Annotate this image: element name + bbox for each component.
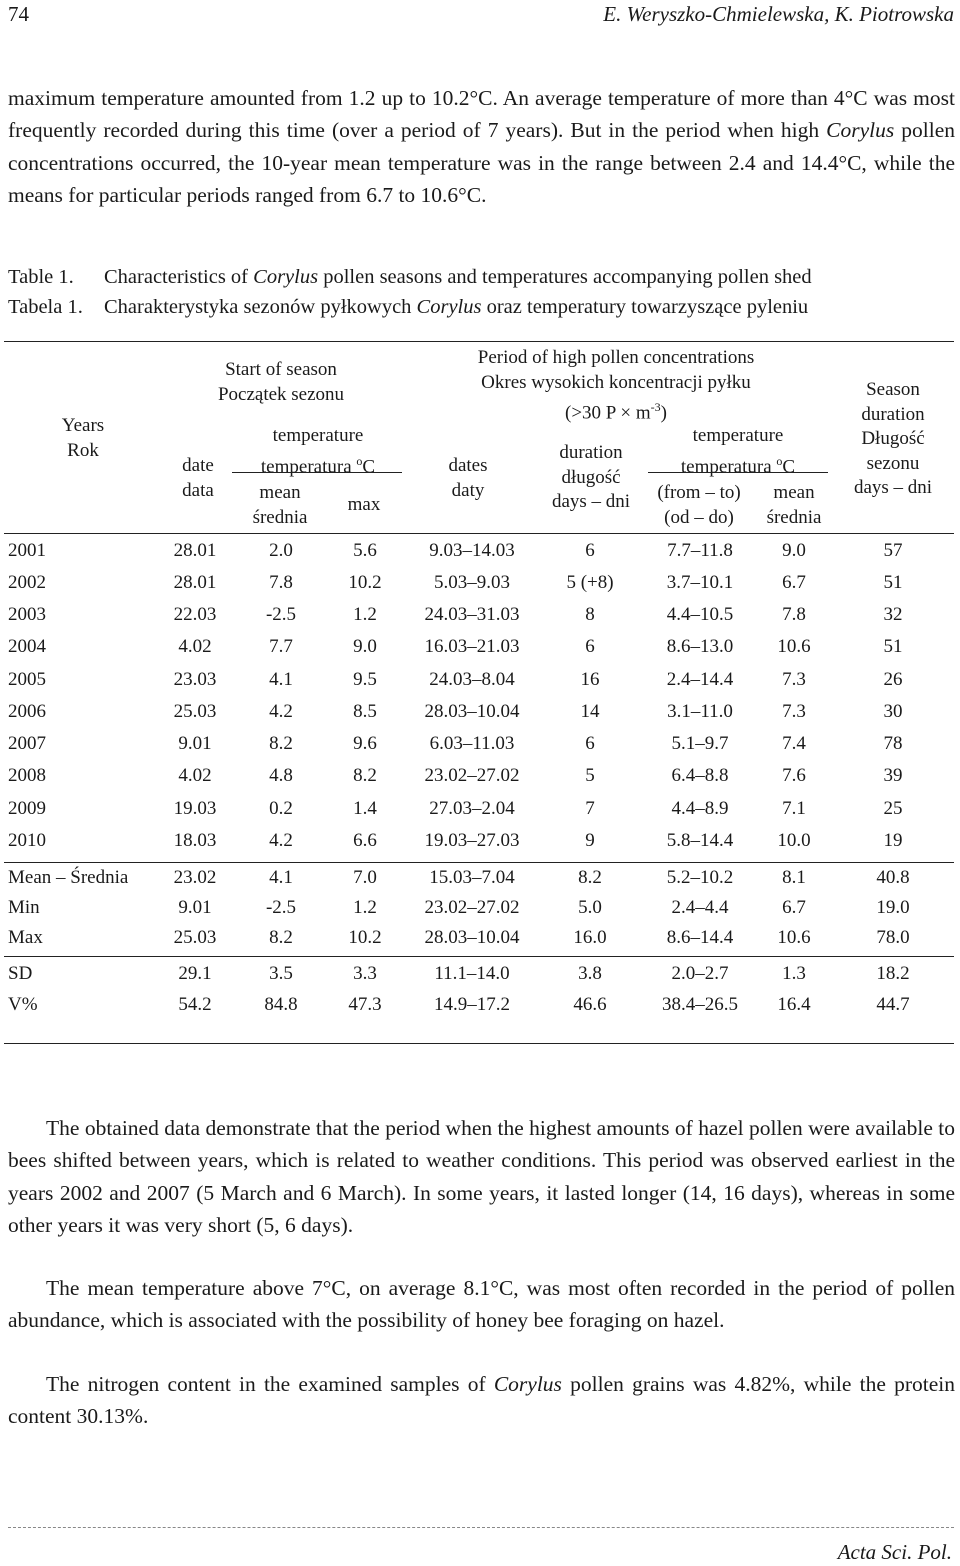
header-period-mean [752,481,836,530]
cell-start-mean: 0.2 [269,798,293,819]
table-row [0,701,960,731]
cell-temp-range: 8.6–14.4 [666,927,734,948]
cell-season-duration: 30 [883,701,903,722]
cell-start-max: 6.6 [353,830,377,851]
cell-year: 2003 [8,604,46,625]
header-start-max: max [347,494,381,515]
cell-duration: 8.2 [578,867,602,888]
header-start-mean [242,481,318,530]
header-season-en2: duration [861,403,925,425]
cell-start-max: 10.2 [348,572,382,593]
cell-temp-range: 2.0–2.7 [671,963,729,984]
header-start-mean-pl: średnia [252,506,308,528]
header-start-pl: Początek sezonu [217,383,345,405]
cell-temp-mean: 16.4 [777,994,811,1015]
summary-row-max [0,927,960,957]
cell-stat-label: Max [8,927,43,948]
header-duration-unit: days – dni [551,491,631,512]
summary-row-mean [0,867,960,897]
cell-start-max: 8.5 [353,701,377,722]
cell-start-max: 7.0 [353,867,377,888]
intro-text-1: maximum temperature amounted from 1.2 up to 10.2°C. An average temperature of more than 4°C was most frequently recorded during this time (over a period of 7 years). But in the period when high [8,85,955,142]
cell-start-date: 28.01 [173,572,217,593]
header-from-to-en: (from – to) [657,482,741,503]
cell-season-duration: 78.0 [876,927,910,948]
cell-start-max: 9.5 [353,669,377,690]
cell-start-mean: 4.1 [269,669,293,690]
table-row [0,636,960,666]
cell-dates: 9.03–14.03 [429,540,515,561]
cell-start-date: 19.03 [173,798,217,819]
stats-row-v [0,994,960,1024]
cell-start-mean: 3.5 [269,963,293,984]
cell-stat-label: V% [8,994,38,1015]
cell-dates: 28.03–10.04 [424,701,520,722]
journal-name: Acta Sci. Pol. [837,1540,952,1564]
header-period-temp-rule [648,472,828,473]
cell-temp-range: 4.4–10.5 [666,604,734,625]
header-years [38,414,128,463]
cell-temp-mean: 7.3 [782,669,806,690]
page-number: 74 [8,2,29,26]
cell-season-duration: 57 [883,540,903,561]
footer-rule [8,1527,954,1528]
cell-stat-label: Mean – Średnia [8,867,129,888]
header-start-temp-rule [232,472,402,473]
cell-start-mean: -2.5 [265,604,297,625]
table-caption-pl [8,292,808,322]
cell-start-mean: -2.5 [265,897,297,918]
header-period-temp-pl: temperatura $^o$C [680,453,796,477]
header-period-unit: (>30 $P \times m^{-3}$) [565,400,667,424]
cell-temp-range: 4.4–8.9 [671,798,729,819]
cell-duration: 5 (+8) [566,572,614,593]
cell-temp-range: 6.4–8.8 [671,765,729,786]
header-period-en: Period of high pollen concentrations [477,347,755,368]
header-years-en: Years [61,415,105,436]
header-duration-pl: długość [561,466,621,488]
header-season-pl: Długość [861,428,925,449]
cell-duration: 6 [585,636,595,657]
cell-start-max: 5.6 [353,540,377,561]
cell-temp-mean: 10.0 [777,830,811,851]
cell-season-duration: 25 [883,798,903,819]
running-head: E. Weryszko-Chmielewska, K. Piotrowska [603,2,954,26]
header-from-to [646,481,752,530]
cell-temp-mean: 7.3 [782,701,806,722]
cell-temp-range: 3.1–11.0 [667,701,733,722]
cell-start-mean: 4.8 [269,765,293,786]
cell-dates: 5.03–9.03 [434,572,510,593]
cell-duration: 5 [585,765,595,786]
cell-stat-label: SD [8,963,33,984]
cell-start-date: 9.01 [178,897,212,918]
cell-temp-range: 38.4–26.5 [662,994,738,1015]
cell-dates: 27.03–2.04 [429,798,515,819]
cell-season-duration: 78 [883,733,903,754]
cell-start-date: 22.03 [173,604,217,625]
cell-start-date: 4.02 [178,765,212,786]
cell-start-max: 3.3 [353,963,377,984]
cell-season-duration: 32 [883,604,903,625]
table-top-rule [4,341,954,342]
intro-text-2: pollen concentrations occurred, the 10-year mean temperature was in the range between 2.4 and 14.4°C, while the means for particular periods ranged from 6.7 to 10.6°C. [8,118,955,207]
summary-row-min [0,897,960,927]
table-row [0,540,960,570]
cell-temp-mean: 1.3 [782,963,806,984]
caption-genus-en: Corylus [253,266,319,288]
body-p4-pre: The nitrogen content in the examined samples of [46,1371,494,1396]
cell-season-duration: 19.0 [876,897,910,918]
cell-duration: 16.0 [573,927,607,948]
table-row [0,830,960,860]
caption-post-en: pollen seasons and temperatures accompanying pollen shed [318,266,812,288]
cell-duration: 7 [585,798,595,819]
intro-genus: Corylus [826,118,895,142]
summary-top-rule [4,862,954,863]
cell-duration: 16 [580,669,600,690]
cell-start-mean: 4.2 [269,830,293,851]
header-start-of-season [186,358,376,407]
cell-year: 2010 [8,830,46,851]
header-season-duration [826,378,960,501]
cell-temp-range: 8.6–13.0 [666,636,734,657]
cell-dates: 14.9–17.2 [434,994,510,1015]
header-season-unit: days – dni [853,477,933,498]
cell-start-max: 9.6 [353,733,377,754]
cell-temp-range: 2.4–14.4 [666,669,734,690]
caption-post-pl: oraz temperatury towarzyszące pyleniu [481,296,809,318]
cell-year: 2009 [8,798,46,819]
cell-start-date: 23.03 [173,669,217,690]
cell-temp-mean: 10.6 [777,927,811,948]
header-start-temp-en: temperature [272,425,364,446]
cell-start-max: 1.2 [353,604,377,625]
cell-temp-mean: 6.7 [782,572,806,593]
header-period-mean-pl: średnia [766,506,822,528]
cell-start-date: 23.02 [173,867,217,888]
cell-duration: 3.8 [578,963,602,984]
cell-start-date: 28.01 [173,540,217,561]
cell-season-duration: 51 [883,636,903,657]
header-date-pl: data [182,479,214,501]
caption-pre-en: Characteristics of [104,266,254,288]
header-from-to-pl: (od – do) [664,506,734,528]
cell-start-mean: 4.1 [269,867,293,888]
cell-start-date: 54.2 [178,994,212,1015]
stats-row-sd [0,963,960,993]
caption-label-en: Table 1. [8,266,74,288]
cell-dates: 19.03–27.03 [424,830,520,851]
cell-dates: 24.03–31.03 [424,604,520,625]
header-date-en: date [182,455,214,476]
cell-dates: 16.03–21.03 [424,636,520,657]
header-duration-en: duration [559,442,623,463]
table-bottom-rule [4,1043,954,1044]
cell-duration: 8 [585,604,595,625]
header-period [418,346,814,426]
cell-dates: 24.03–8.04 [429,669,515,690]
cell-temp-range: 5.1–9.7 [671,733,729,754]
header-start-en: Start of season [225,359,337,380]
cell-temp-mean: 9.0 [782,540,806,561]
cell-start-max: 9.0 [353,636,377,657]
cell-start-date: 4.02 [178,636,212,657]
cell-season-duration: 26 [883,669,903,690]
cell-temp-mean: 10.6 [777,636,811,657]
body-p4-post: pollen grains was 4.82%, while the protein content 30.13%. [8,1371,955,1428]
cell-start-mean: 8.2 [269,733,293,754]
header-start-mean-en: mean [259,482,301,503]
table-row [0,604,960,634]
body-p4-genus: Corylus [493,1371,562,1396]
cell-year: 2001 [8,540,46,561]
cell-start-date: 25.03 [173,701,217,722]
cell-dates: 23.02–27.02 [424,897,520,918]
header-period-pl: Okres wysokich koncentracji pyłku [481,371,751,393]
cell-dates: 11.1–14.0 [434,963,510,984]
cell-temp-range: 7.7–11.8 [667,540,733,561]
cell-duration: 6 [585,733,595,754]
header-start-temp-pl: temperatura $^o$C [260,453,376,477]
cell-start-mean: 7.7 [269,636,293,657]
cell-temp-mean: 7.1 [782,798,806,819]
cell-start-mean: 4.2 [269,701,293,722]
cell-temp-mean: 7.8 [782,604,806,625]
header-season-pl2: sezonu [866,452,920,474]
cell-duration: 6 [585,540,595,561]
cell-start-mean: 84.8 [264,994,298,1015]
cell-start-max: 1.2 [353,897,377,918]
cell-temp-range: 5.2–10.2 [666,867,734,888]
intro-paragraph [8,82,955,212]
header-bottom-rule [4,533,954,534]
cell-dates: 15.03–7.04 [429,867,515,888]
table-row [0,572,960,602]
body-paragraph: The obtained data demonstrate that the period when the highest amounts of hazel pollen were available to bees shifted between years, which is related to weather conditions. This period was observed earliest in the years 2002 and 2007 (5 March and 6 March). In some years, it lasted longer (14, 16 days), whereas in some other years it was very short (5, 6 days). [8,1115,955,1237]
cell-start-mean: 2.0 [269,540,293,561]
cell-temp-range: 3.7–10.1 [666,572,734,593]
table-caption-en [8,262,812,292]
cell-duration: 46.6 [573,994,607,1015]
cell-start-mean: 8.2 [269,927,293,948]
table-row [0,798,960,828]
cell-season-duration: 51 [883,572,903,593]
cell-season-duration: 44.7 [876,994,910,1015]
header-date [160,454,236,503]
cell-start-date: 25.03 [173,927,217,948]
cell-dates: 28.03–10.04 [424,927,520,948]
body-paragraph: The mean temperature above 7°C, on average 8.1°C, was most often recorded in the period of pollen abundance, which is associated with the possibility of honey bee foraging on hazel. [8,1275,955,1332]
cell-start-date: 29.1 [178,963,212,984]
cell-start-date: 9.01 [178,733,212,754]
cell-start-max: 1.4 [353,798,377,819]
caption-label-pl: Tabela 1. [8,296,83,318]
cell-temp-mean: 8.1 [782,867,806,888]
cell-temp-range: 2.4–4.4 [671,897,729,918]
header-dates-pl: daty [451,479,485,501]
cell-season-duration: 19 [883,830,903,851]
cell-temp-mean: 7.6 [782,765,806,786]
cell-duration: 14 [580,701,600,722]
header-period-temp-en: temperature [692,425,784,446]
cell-year: 2008 [8,765,46,786]
cell-stat-label: Min [8,897,40,918]
table-row [0,669,960,699]
table-row [0,765,960,795]
cell-dates: 23.02–27.02 [424,765,520,786]
caption-genus-pl: Corylus [416,296,482,318]
cell-start-mean: 7.8 [269,572,293,593]
table-row [0,733,960,763]
cell-start-date: 18.03 [173,830,217,851]
cell-year: 2004 [8,636,46,657]
cell-year: 2002 [8,572,46,593]
cell-start-max: 10.2 [348,927,382,948]
cell-season-duration: 18.2 [876,963,910,984]
caption-pre-pl: Charakterystyka sezonów pyłkowych [104,296,417,318]
cell-duration: 5.0 [578,897,602,918]
header-dates-en: dates [448,455,488,476]
cell-start-max: 8.2 [353,765,377,786]
header-period-mean-en: mean [773,482,815,503]
header-period-duration [536,441,646,515]
cell-year: 2007 [8,733,46,754]
cell-temp-mean: 7.4 [782,733,806,754]
stats-top-rule [4,956,954,957]
cell-season-duration: 39 [883,765,903,786]
header-dates [428,454,508,503]
cell-dates: 6.03–11.03 [429,733,515,754]
body-paragraph [8,1368,955,1433]
cell-temp-mean: 6.7 [782,897,806,918]
cell-year: 2005 [8,669,46,690]
header-season-en: Season [866,379,920,400]
cell-season-duration: 40.8 [876,867,910,888]
header-years-pl: Rok [67,439,99,461]
cell-year: 2006 [8,701,46,722]
cell-temp-range: 5.8–14.4 [666,830,734,851]
cell-duration: 9 [585,830,595,851]
cell-start-max: 47.3 [348,994,382,1015]
